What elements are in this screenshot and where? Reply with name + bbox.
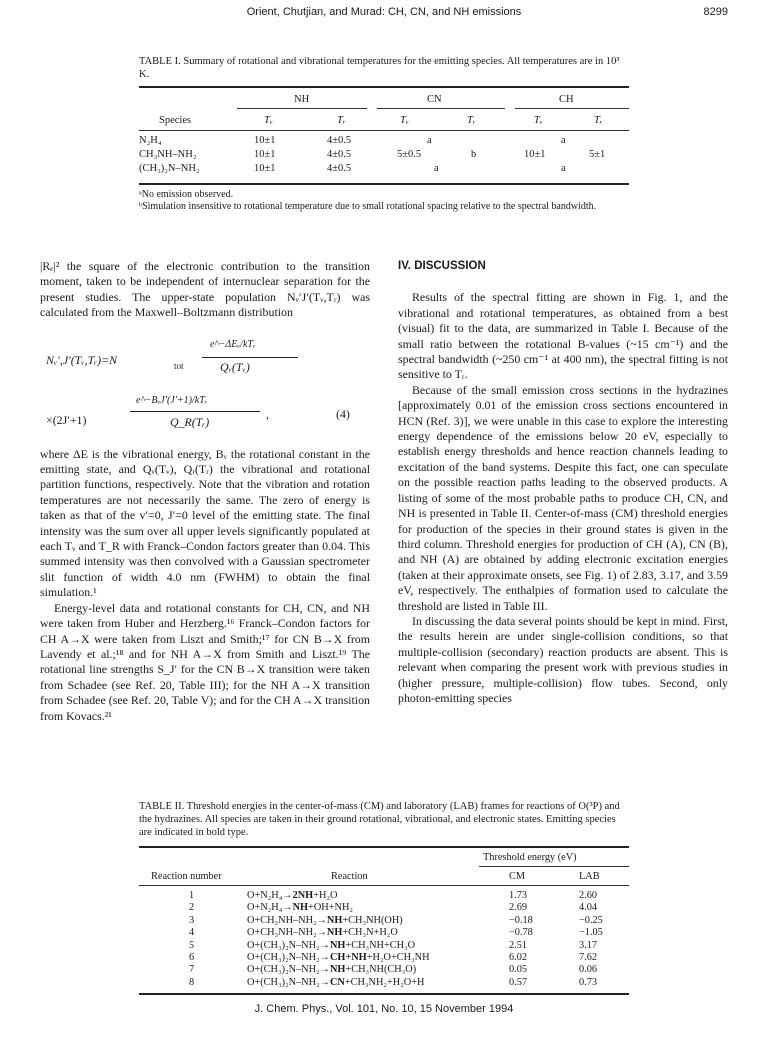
table1-note: ᵇSimulation insensitive to rotational temperature due to small rotational spacing relative to the spectral bandwidth. (139, 201, 597, 212)
table1-cell: CH₃NH–NH₂ (139, 149, 197, 160)
table1-subheader: Tᵣ (467, 115, 476, 126)
reaction-number: 1 (189, 890, 195, 901)
reaction (247, 977, 425, 988)
table2-header: Reaction (331, 871, 368, 882)
threshold-cm: 6.02 (509, 951, 528, 963)
table1-cell: (CH₃)₂N–NH₂ (139, 163, 200, 174)
table1-group-nh: NH (294, 94, 310, 105)
table1-cell: a (427, 135, 432, 146)
reaction (247, 940, 415, 951)
threshold-cm: −0.18 (509, 914, 533, 926)
threshold-lab: −0.25 (579, 914, 603, 926)
reaction-products: +H₂O+CH₃NH (366, 951, 430, 963)
threshold-lab: 3.17 (579, 939, 598, 951)
reaction-products: +CH₃N+H₂O (342, 927, 398, 939)
table2-header: CM (509, 871, 526, 882)
table1-group-cn: CN (427, 94, 442, 105)
reaction-reactants: O+(CH₃)₂N–NH₂→ (247, 976, 330, 988)
threshold-cm: 0.05 (509, 964, 528, 976)
table2 (139, 846, 629, 995)
table2-caption: TABLE II. Threshold energies in the center-of-mass (CM) and laboratory (LAB) frames for reactions of O(³P) and the hydrazines. All species are taken in their ground rotational, vibrational, and electronic states. Emitting species are indicated in bold type. (139, 801, 620, 838)
table1-cell: a (561, 135, 566, 146)
reaction-reactants: O+(CH₃)₂N–NH₂→ (247, 939, 330, 951)
reaction-emitting-species: NH (326, 914, 343, 926)
table1-subheader: Tᵣ (337, 115, 346, 126)
reaction-emitting-species: NH (326, 927, 343, 939)
paragraph: |Rₑ|² the square of the electronic contribution to the transition moment, taken to be independent of internuclear separation for the present studies. The upper-state population Nᵥ′J′(Tᵥ,Tᵣ) was calculated from the Maxwell–Boltzmann distribution (40, 259, 370, 320)
table1-cell: 5±1 (589, 149, 606, 160)
table1-cell: 4±0.5 (327, 149, 352, 160)
left-column (40, 259, 370, 724)
table1-group-ch: CH (559, 94, 574, 105)
page-number: 8299 (703, 6, 728, 18)
table-row (139, 135, 629, 149)
table1-cell: a (561, 163, 566, 174)
threshold-lab: 4.04 (579, 902, 598, 914)
table1-note: ᵃNo emission observed. (139, 189, 234, 200)
paragraph: In discussing the data several points should be kept in mind. First, the results herein are under single-collision conditions, so that multiple-collision (secondary) reaction products are absent. This is relevant when comparing the present work with previous studies in (higher pressure, multiple-collision) flow tubes. Second, only photon-emitting species (398, 613, 728, 705)
equation-numerator-2: e^−BᵥJ′(J′+1)/kTᵣ (136, 394, 208, 406)
equation-number: (4) (336, 406, 350, 421)
table-row (139, 890, 629, 902)
threshold-lab: 0.73 (579, 976, 598, 988)
reaction (247, 964, 416, 975)
table1-subheader: Tᵥ (400, 115, 409, 126)
reaction-reactants: O+N₂H₄→ (247, 890, 293, 901)
equation-4 (40, 327, 370, 445)
threshold-lab: −1.05 (579, 927, 603, 939)
table1-cell: b (471, 149, 477, 160)
table2-header: Reaction number (151, 871, 222, 882)
reaction-number: 6 (189, 951, 195, 963)
reaction-number: 7 (189, 964, 195, 976)
equation-comma: , (266, 406, 269, 421)
reaction-emitting-species: NH (292, 902, 309, 914)
table1-cell: 10±1 (254, 135, 276, 146)
reaction-products: +H₂O (313, 890, 338, 901)
reaction (247, 915, 403, 926)
reaction-number: 8 (189, 976, 195, 988)
table-row (139, 163, 629, 177)
threshold-cm: 2.51 (509, 939, 528, 951)
table1-cell: a (434, 163, 439, 174)
threshold-lab: 2.60 (579, 890, 598, 901)
equation-lhs: Nᵥ′,J′(Tᵥ,Tᵣ)=N (46, 352, 118, 367)
table-row (139, 940, 629, 952)
reaction-reactants: O+(CH₃)₂N–NH₂→ (247, 951, 330, 963)
reaction-products: +CH₃NH(CH₃O) (345, 964, 417, 976)
reaction-number: 5 (189, 939, 195, 951)
equation-denominator-2: Q_R(Tᵣ) (170, 414, 210, 429)
reaction-reactants: O+N₂H₄→ (247, 902, 293, 914)
reaction-reactants: O+CH₃NH–NH₂→ (247, 914, 327, 926)
table1-subheader: Tᵣ (594, 115, 603, 126)
paragraph: Energy-level data and rotational constants for CH, CN, and NH were taken from Huber and Herzberg.¹⁶ Franck–Condon factors for CH A→X were taken from Liszt and Smith;¹⁷ for CN B→X from Lavendy et al.;¹⁸ and for NH A→X from Smith and Liszt.¹⁹ The rotational line strengths S_J′ for the CN B→X transition were taken from Schadee (see Ref. 20, Table III); for the NH A→X transition from Schadee (see Ref. 20, Table V); and for the CH A→X transition from Kovacs.²¹ (40, 600, 370, 723)
table2-group-header: Threshold energy (eV) (483, 852, 577, 863)
table2-header: LAB (579, 871, 600, 882)
threshold-cm: 0.57 (509, 976, 528, 988)
table1-subheader: Tᵥ (534, 115, 543, 126)
threshold-cm: −0.78 (509, 927, 533, 939)
reaction (247, 890, 337, 901)
table1-cell: 5±0.5 (397, 149, 422, 160)
table1-cell: 4±0.5 (327, 135, 352, 146)
table-row (139, 902, 629, 914)
page-footer: J. Chem. Phys., Vol. 101, No. 10, 15 November 1994 (254, 1003, 514, 1015)
table1-species-header: Species (159, 115, 192, 126)
table-row (139, 915, 629, 927)
reaction-emitting-species: NH (329, 964, 346, 976)
reaction (247, 902, 353, 913)
section-heading: IV. DISCUSSION (398, 260, 486, 272)
reaction-emitting-species: CH+NH (329, 951, 367, 963)
table1-cell: 4±0.5 (327, 163, 352, 174)
reaction-number: 2 (189, 902, 195, 914)
reaction-reactants: O+(CH₃)₂N–NH₂→ (247, 964, 330, 976)
paragraph: Results of the spectral fitting are shown in Fig. 1, and the vibrational and rotational temperatures, as obtained from a best (visual) fit to the data, are summarized in Table I. Because of the small ratio between the rotational B-values (~15 cm⁻¹) and the spectral bandwidth (~250 cm⁻¹ at 400 nm), the spectral fitting is not sensitive to Tᵣ. (398, 290, 728, 382)
table-row (139, 964, 629, 976)
table1-cell: 10±1 (254, 149, 276, 160)
reaction-emitting-species: CN (329, 976, 345, 988)
equation-multiplier: ×(2J′+1) (46, 412, 87, 427)
table1-cell: 10±1 (254, 163, 276, 174)
right-column (398, 259, 728, 706)
reaction-number: 3 (189, 914, 195, 926)
threshold-lab: 7.62 (579, 951, 598, 963)
table1 (139, 86, 629, 213)
threshold-cm: 1.73 (509, 890, 528, 901)
table-row (139, 927, 629, 939)
table-row (139, 149, 629, 163)
reaction-number: 4 (189, 927, 195, 939)
reaction-products: +CH₃NH+CH₃O (345, 939, 416, 951)
table-row (139, 977, 629, 989)
equation-lhs-subscript: tot (174, 360, 184, 371)
threshold-lab: 0.06 (579, 964, 598, 976)
reaction-products: +OH+NH₂ (308, 902, 353, 914)
reaction (247, 927, 398, 938)
paragraph: Because of the small emission cross sections in the hydrazines [approximately 0.01 of the emission cross sections encountered in HCN (Ref. 3)], we were unable in this case to explore the interesting energy dependence of the emissions below 20 eV, especially to establish energy thresholds and hence reaction channels leading to excitation of the band systems. Despite this fact, one can speculate on the possible reaction paths leading to the observed products. A listing of some of the most probable paths to produce CH, CN, and NH is presented in Table II. Center-of-mass (CM) threshold energies for production of the species in their ground states is given in the third column. Threshold energies for production of CH (A), CN (B), and NH (A) are obtained by adding electronic excitation energies (taken at their approximate onsets, see Fig. 1) of 2.83, 3.17, and 3.59 eV, respectively. The enthalpies of formation used to calculate the threshold are listed in Table III. (398, 382, 728, 613)
threshold-cm: 2.69 (509, 902, 528, 914)
table-row (139, 952, 629, 964)
table1-subheader: Tᵥ (264, 115, 273, 126)
table1-cell: 10±1 (524, 149, 546, 160)
equation-numerator-1: e^−ΔEᵥ/kTᵥ (210, 338, 256, 350)
reaction-emitting-species: NH (329, 939, 346, 951)
reaction-reactants: O+CH₃NH–NH₂→ (247, 927, 327, 939)
table1-caption: TABLE I. Summary of rotational and vibrational temperatures for the emitting species. All temperatures are in 10³ K. (139, 56, 620, 80)
paragraph: where ΔE is the vibrational energy, Bᵥ the rotational constant in the emitting state, and Qᵥ(Tᵥ), Qᵣ(Tᵣ) the vibrational and rotational partition functions, respectively. Note that the vibration and rotation temperatures are not necessarily the same. The zero of energy is taken as that of the v′=0, J′=0 level of the emitting state. The final intensity was the sum over all upper levels significantly populated at each Tᵥ and T_R with Franck–Condon factors greater than 0.04. This summed intensity was then convolved with a Gaussian spectrometer slit function of width 4.0 nm (FWHM) to obtain the final simulation.¹ (40, 446, 370, 600)
reaction (247, 952, 430, 963)
running-header: Orient, Chutjian, and Murad: CH, CN, and NH emissions (246, 6, 522, 18)
equation-denominator-1: Qᵥ(Tᵥ) (220, 359, 250, 374)
table1-cell: N₂H₄ (139, 135, 162, 146)
reaction-products: +CH₃NH₂+H₂O+H (344, 976, 425, 988)
reaction-emitting-species: 2NH (292, 890, 314, 901)
reaction-products: +CH₃NH(OH) (342, 914, 403, 926)
